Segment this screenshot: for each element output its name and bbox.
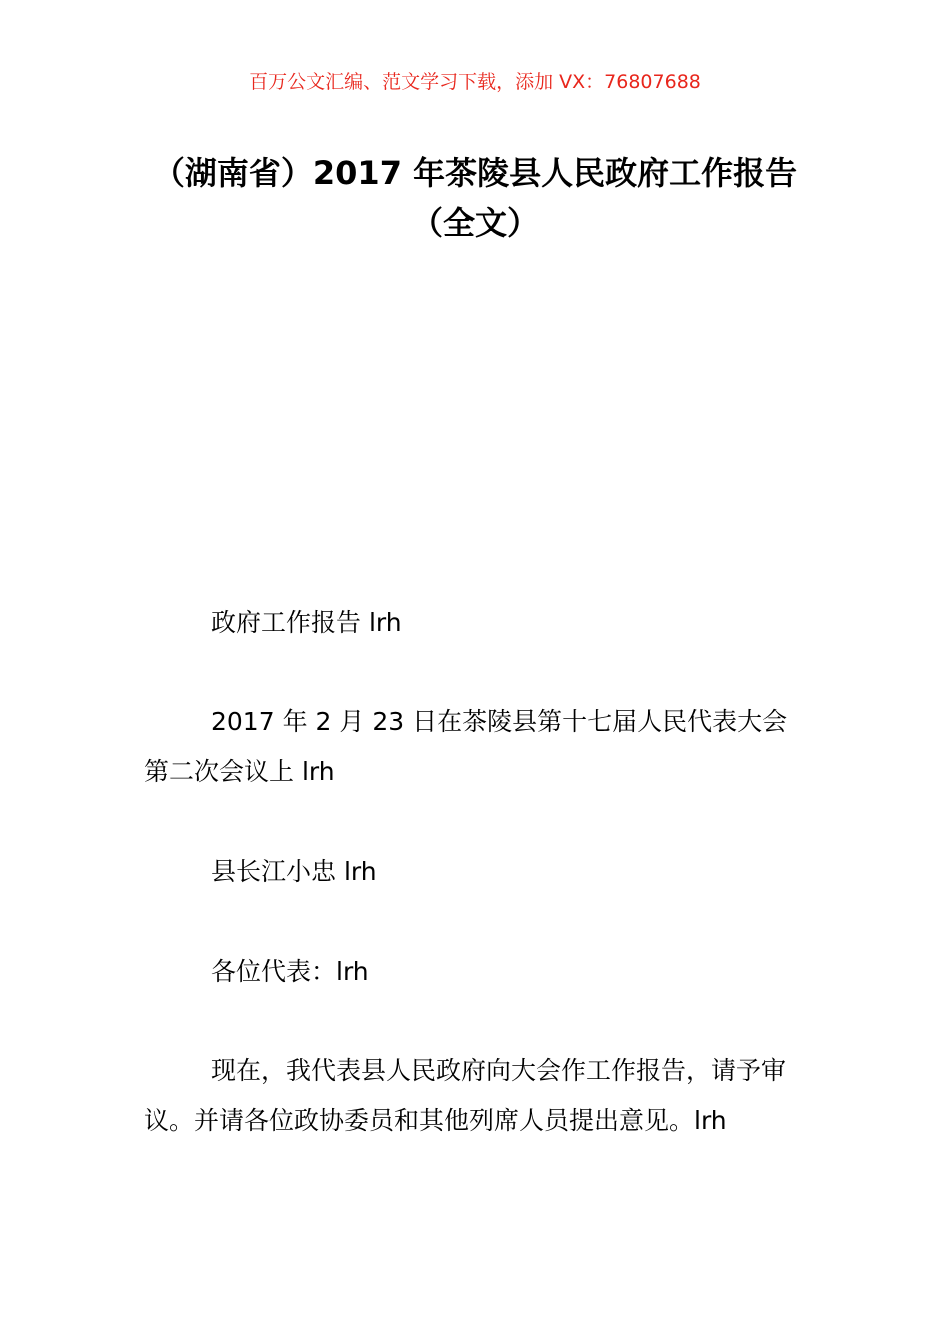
paragraph-report-name: 政府工作报告 lrh — [211, 608, 402, 637]
paragraph-salutation: 各位代表：lrh — [211, 957, 369, 986]
watermark-note: 百万公文汇编、范文学习下载，添加 VX：76807688 — [249, 71, 701, 93]
paragraph-speaker: 县长江小忠 lrh — [211, 857, 377, 886]
document-title: （湖南省）2017 年茶陵县人民政府工作报告（全文） — [152, 154, 798, 242]
paragraph-meeting-date: 2017 年 2 月 23 日在茶陵县第十七届人民代表大会第二次会议上 lrh — [144, 707, 788, 786]
paragraph-opening: 现在，我代表县人民政府向大会作工作报告，请予审议。并请各位政协委员和其他列席人员提出意见。lrh — [144, 1056, 787, 1135]
